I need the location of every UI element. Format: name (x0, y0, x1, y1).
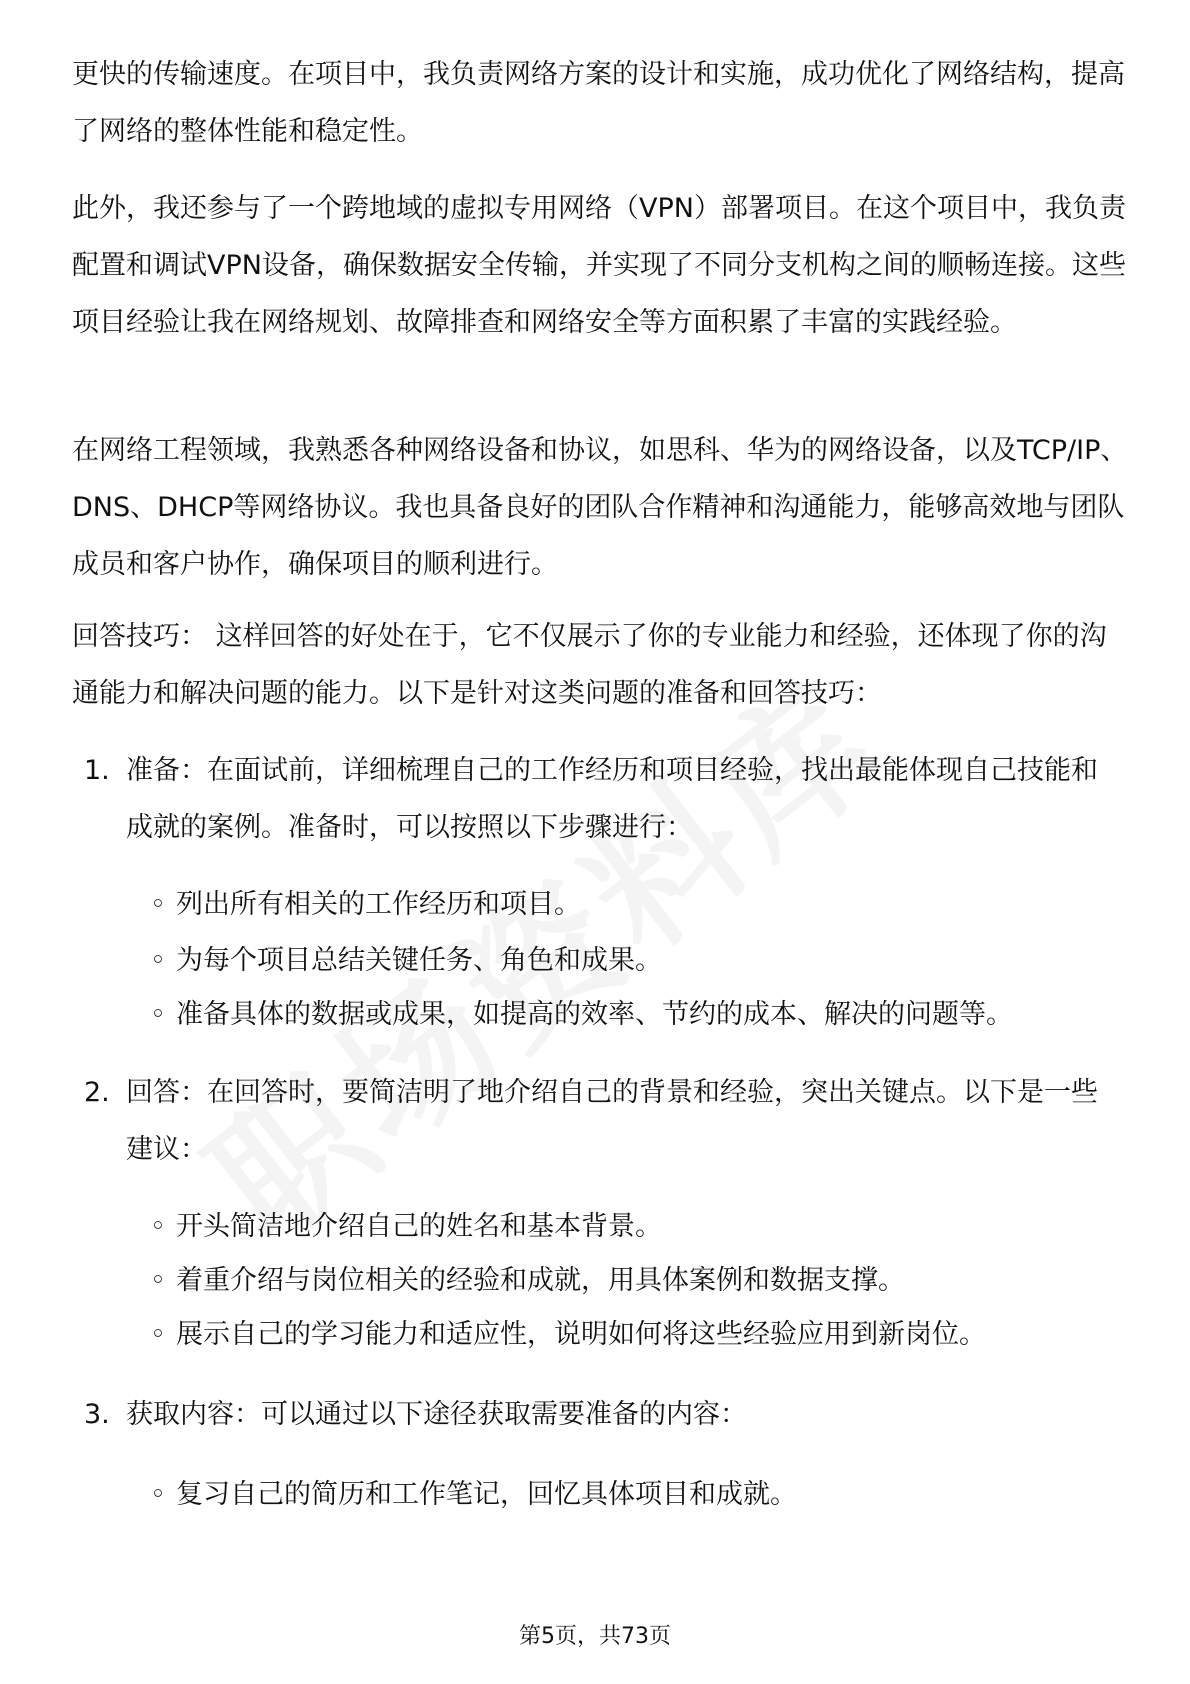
list-number: 3. (84, 1399, 110, 1430)
paragraph-2: 此外，我还参与了一个跨地域的虚拟专用网络（VPN）部署项目。在这个项目中，我负责配置和调试VPN设备，确保数据安全传输，并实现了不同分支机构之间的顺畅连接。这些项目经验让我在网络规划、故障排查和网络安全等方面积累了丰富的实践经验。 (72, 193, 1126, 338)
sub-item (150, 986, 1130, 1043)
list-number: 1. (84, 755, 110, 786)
bullet-icon: ◦ (150, 889, 166, 920)
sub-item-text: 着重介绍与岗位相关的经验和成就，用具体案例和数据支撑。 (176, 1265, 905, 1296)
list-item-text: 回答：在回答时，要简洁明了地介绍自己的背景和经验，突出关键点。以下是一些建议： (126, 1077, 1098, 1165)
paragraph-3: 在网络工程领域，我熟悉各种网络设备和协议，如思科、华为的网络设备，以及TCP/IP、DNS、DHCP等网络协议。我也具备良好的团队合作精神和沟通能力，能够高效地与团队成员和客户协作，确保项目的顺利进行。 (72, 435, 1128, 580)
sub-item (150, 1252, 1130, 1309)
bullet-icon: ◦ (150, 999, 166, 1030)
paragraph-4: 回答技巧： 这样回答的好处在于，它不仅展示了你的专业能力和经验，还体现了你的沟通能力和解决问题的能力。以下是针对这类问题的准备和回答技巧： (72, 621, 1107, 709)
list-item-text: 获取内容：可以通过以下途径获取需要准备的内容： (126, 1399, 747, 1430)
bullet-icon: ◦ (150, 1479, 166, 1510)
sub-item-text: 列出所有相关的工作经历和项目。 (176, 889, 581, 920)
list-item-1 (84, 742, 1124, 856)
sub-item-text: 准备具体的数据或成果，如提高的效率、节约的成本、解决的问题等。 (176, 999, 1013, 1030)
sub-item-text: 为每个项目总结关键任务、角色和成果。 (176, 945, 662, 976)
list-item-text: 准备：在面试前，详细梳理自己的工作经历和项目经验，找出最能体现自己技能和成就的案例。准备时，可以按照以下步骤进行： (126, 755, 1098, 843)
sub-item-text: 开头简洁地介绍自己的姓名和基本背景。 (176, 1211, 662, 1242)
bullet-icon: ◦ (150, 1211, 166, 1242)
bullet-icon: ◦ (150, 945, 166, 976)
sub-item (150, 932, 1130, 989)
bullet-icon: ◦ (150, 1265, 166, 1296)
paragraph-1: 更快的传输速度。在项目中，我负责网络方案的设计和实施，成功优化了网络结构，提高了网络的整体性能和稳定性。 (72, 59, 1125, 147)
sub-item (150, 1466, 1130, 1523)
list-number: 2. (84, 1077, 110, 1108)
sub-item (150, 1198, 1130, 1255)
sub-item (150, 1306, 1130, 1363)
list-item-3 (84, 1386, 1124, 1443)
sub-item-text: 复习自己的简历和工作笔记，回忆具体项目和成就。 (176, 1479, 797, 1510)
sub-item-text: 展示自己的学习能力和适应性，说明如何将这些经验应用到新岗位。 (176, 1319, 986, 1350)
bullet-icon: ◦ (150, 1319, 166, 1350)
sub-item (150, 876, 1130, 933)
page-number-footer: 第5页，共73页 (519, 1624, 671, 1649)
list-item-2 (84, 1064, 1124, 1178)
